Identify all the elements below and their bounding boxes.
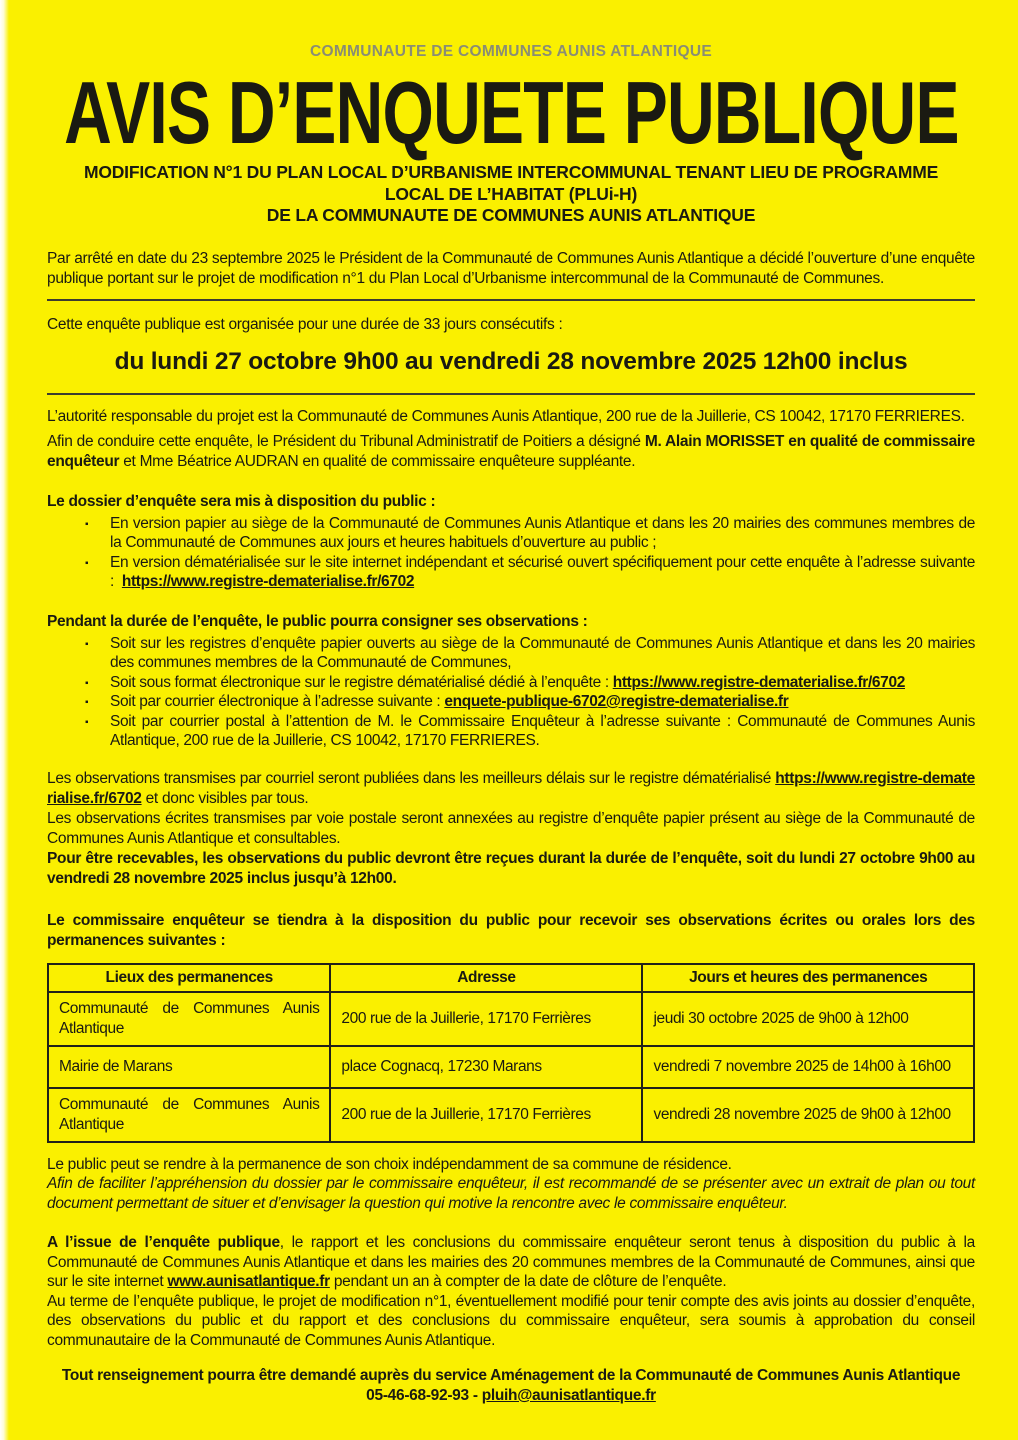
notice-subtitle <box>47 162 975 227</box>
text-segment: et Mme Béatrice AUDRAN en qualité de commissaire enquêteure suppléante. <box>119 452 636 470</box>
permanences-table <box>47 963 975 1143</box>
duration-paragraph: Cette enquête publique est organisée pour une durée de 33 jours consécutifs : <box>47 315 563 333</box>
issue-paragraph <box>47 1233 975 1292</box>
text-segment: Afin de conduire cette enquête, le Président du Tribunal Administratif de Poitiers a désigné <box>47 432 645 450</box>
list-item <box>83 634 975 673</box>
dossier-list <box>47 514 975 592</box>
text-segment: En version dématérialisée sur le site internet indépendant et sécurisé ouvert spécifiquement pour cette enquête à l’adresse suivante : <box>110 553 975 590</box>
cell-place: Communauté de Communes Aunis Atlantique <box>48 992 330 1046</box>
text-segment: En version papier au siège de la Communauté de Communes Aunis Atlantique et dans les 20 mairies des communes membres de la Communauté de Communes aux jours et heures habituels d’ouverture au public ; <box>110 514 975 551</box>
courriel-note <box>47 769 975 809</box>
text-segment: A l’issue de l’enquête publique <box>47 1234 280 1251</box>
enquete-email-link[interactable]: enquete-publique-6702@registre-dematerialise.fr <box>444 693 789 710</box>
cell-address: 200 rue de la Juillerie, 17170 Ferrières <box>330 992 642 1046</box>
receivable-note: Pour être recevables, les observations du public devront être reçues durant la durée de l’enquête, soit du lundi 27 octobre 9h00 au vendredi 28 novembre 2025 inclus jusqu’à 12h00. <box>47 849 975 887</box>
footer-contact <box>47 1366 975 1406</box>
text-segment: 05-46-68-92-93 - <box>366 1387 482 1404</box>
terme-paragraph: Au terme de l’enquête publique, le projet de modification n°1, éventuellement modifié pour tenir compte des avis joints au dossier d’enquête, des observations du public et du rapport et des conclusions du commissaire enquêteur, sera soumis à approbation du conseil communautaire de la Communauté de Communes Aunis Atlantique. <box>47 1292 975 1349</box>
footer-line-1: Tout renseignement pourra être demandé auprès du service Aménagement de la Communauté de Communes Aunis Atlantique <box>61 1367 961 1384</box>
permanences-intro: Le commissaire enquêteur se tiendra à la disposition du public pour recevoir ses observations écrites ou orales lors des permanences suivantes : <box>47 911 975 949</box>
text-segment: , le rapport et les conclusions du commissaire enquêteur seront tenus à disposition du public à la Communauté de Communes Aunis Atlantique et dans les mairies des 20 communes membres de la Communauté de Communes, ainsi que sur le site internet <box>47 1234 976 1290</box>
table-row <box>48 992 974 1046</box>
subtitle-line-2: LOCAL DE L’HABITAT (PLUi-H) <box>384 183 638 204</box>
divider <box>47 393 975 395</box>
registre-dematerialise-link[interactable]: https://www.registre-dematerialise.fr/6702 <box>121 573 415 590</box>
choice-note: Le public peut se rendre à la permanence de son choix indépendamment de sa commune de résidence. <box>47 1155 732 1173</box>
cell-address: place Cognacq, 17230 Marans <box>330 1046 642 1088</box>
cell-place: Communauté de Communes Aunis Atlantique <box>48 1088 330 1142</box>
pluih-email-link[interactable]: pluih@aunisatlantique.fr <box>481 1387 656 1404</box>
organization-name: COMMUNAUTE DE COMMUNES AUNIS ATLANTIQUE <box>309 43 713 60</box>
observations-list <box>47 634 975 751</box>
text-segment: Soit sur les registres d’enquête papier ouverts au siège de la Communauté de Communes Aunis Atlantique et dans les 20 mairies des communes membres de la Communauté de Communes, <box>110 634 975 671</box>
advice-note: Afin de faciliter l’appréhension du dossier par le commissaire enquêteur, il est recommandé de se présenter avec un extrait de plan ou tout document permettant de situer et d’envisager la question qui motive la rencontre avec le commissaire enquêteur. <box>47 1175 975 1212</box>
list-item <box>83 692 975 712</box>
postal-note: Les observations écrites transmises par voie postale seront annexées au registre d’enquête papier présent au siège de la Communauté de Communes Aunis Atlantique et consultables. <box>47 809 975 847</box>
subtitle-line-3: DE LA COMMUNAUTE DE COMMUNES AUNIS ATLANTIQUE <box>266 205 756 225</box>
text-segment: Soit sous format électronique sur le registre dématérialisé dédié à l’enquête : <box>110 673 613 691</box>
notice-title-text: AVIS D’ENQUETE PUBLIQUE <box>63 63 959 162</box>
text-segment: Soit par courrier électronique à l’adresse suivante : <box>110 693 445 710</box>
list-item <box>83 673 975 693</box>
footer-line-2 <box>47 1386 975 1406</box>
registre-dematerialise-link[interactable]: https://www.registre-dematerialise.fr/6702 <box>612 673 905 691</box>
enquiry-date-range: du lundi 27 octobre 9h00 au vendredi 28 novembre 2025 12h00 inclus <box>114 347 908 375</box>
cell-schedule: vendredi 7 novembre 2025 de 14h00 à 16h00 <box>642 1046 974 1088</box>
table-row <box>48 1088 974 1142</box>
intro-paragraph: Par arrêté en date du 23 septembre 2025 le Président de la Communauté de Communes Aunis Atlantique a décidé l’ouverture d’une enquête publique portant sur le projet de modification n°1 du Plan Local d’Urbanisme intercommunal de la Communauté de Communes. <box>47 249 975 287</box>
observations-section-heading: Pendant la durée de l’enquête, le public pourra consigner ses observations : <box>47 612 588 630</box>
table-header-jours: Jours et heures des permanences <box>642 964 974 992</box>
notice-title <box>47 63 975 162</box>
list-item <box>83 553 975 592</box>
list-item <box>83 514 975 553</box>
authority-paragraph: L’autorité responsable du projet est la Communauté de Communes Aunis Atlantique, 200 rue de la Juillerie, CS 10042, 17170 FERRIERES. <box>47 407 965 425</box>
aunisatlantique-link[interactable]: www.aunisatlantique.fr <box>167 1273 330 1290</box>
commissioner-designation-paragraph <box>47 432 975 472</box>
table-header-adresse: Adresse <box>330 964 642 992</box>
subtitle-line-1: MODIFICATION N°1 DU PLAN LOCAL D’URBANISME INTERCOMMUNAL TENANT LIEU DE PROGRAMME <box>83 162 939 182</box>
cell-schedule: vendredi 28 novembre 2025 de 9h00 à 12h00 <box>642 1088 974 1142</box>
cell-address: 200 rue de la Juillerie, 17170 Ferrières <box>330 1088 642 1142</box>
dossier-section-heading: Le dossier d’enquête sera mis à disposition du public : <box>47 492 436 510</box>
cell-place: Mairie de Marans <box>48 1046 330 1088</box>
table-row <box>48 1046 974 1088</box>
cell-schedule: jeudi 30 octobre 2025 de 9h00 à 12h00 <box>642 992 974 1046</box>
registre-dematerialise-link[interactable]: https://www.registre-dematerialise.fr/6702 <box>47 769 975 807</box>
table-header-row <box>48 964 974 992</box>
divider <box>47 299 975 301</box>
text-segment: pendant un an à compter de la date de clôture de l’enquête. <box>329 1273 727 1290</box>
table-header-lieux: Lieux des permanences <box>48 964 330 992</box>
text-segment: Les observations transmises par courriel seront publiées dans les meilleurs délais sur le registre dématérialisé <box>47 769 776 787</box>
text-segment: M. Alain MORISSET en qualité de commissaire enquêteur <box>47 432 975 470</box>
text-segment: Soit par courrier postal à l’attention de M. le Commissaire Enquêteur à l’adresse suivante : Communauté de Communes Aunis Atlantique, 200 rue de la Juillerie, CS 10042, 17170 FERRIERES. <box>110 712 975 749</box>
list-item <box>83 712 975 751</box>
text-segment: et donc visibles par tous. <box>141 789 309 807</box>
